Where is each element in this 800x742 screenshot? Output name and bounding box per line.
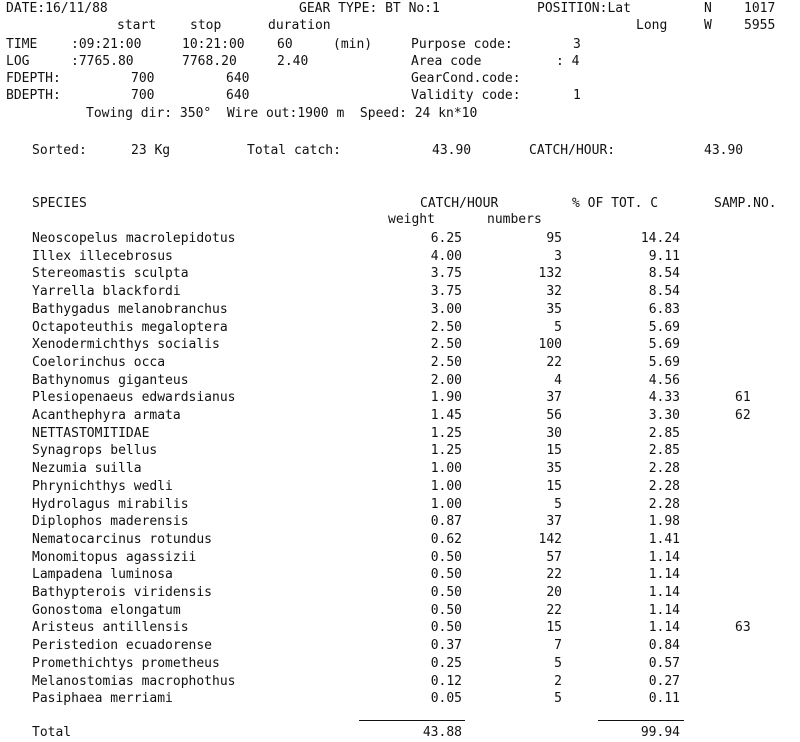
- pct-value: 1.14: [648, 585, 680, 600]
- fdepth-start: 700: [131, 71, 155, 86]
- area-code-value: : 4: [556, 54, 580, 69]
- species-name: Neoscopelus macrolepidotus: [32, 231, 236, 246]
- numbers-value: 15: [546, 620, 562, 635]
- time-start: :09:21:00: [71, 37, 142, 52]
- species-name: Coelorinchus occa: [32, 355, 166, 370]
- pct-value: 3.30: [648, 408, 680, 423]
- numbers-value: 37: [546, 390, 562, 405]
- pct-value: 2.28: [648, 497, 680, 512]
- numbers-value: 22: [546, 603, 562, 618]
- species-name: Bathynomus giganteus: [32, 373, 189, 388]
- lat-value: 1017: [744, 1, 776, 16]
- purpose-code-value: 3: [573, 37, 581, 52]
- pct-value: 1.14: [648, 603, 680, 618]
- species-name: Peristedion ecuadorense: [32, 638, 213, 653]
- weight-value: 1.00: [430, 461, 462, 476]
- pct-value: 1.14: [648, 550, 680, 565]
- pct-value: 4.33: [648, 390, 680, 405]
- position-label: POSITION:Lat: [537, 1, 631, 16]
- weight-value: 1.45: [430, 408, 462, 423]
- species-name: Nematocarcinus rotundus: [32, 532, 213, 547]
- numbers-value: 37: [546, 514, 562, 529]
- time-label: TIME: [6, 37, 38, 52]
- sorted-label: Sorted:: [32, 143, 87, 158]
- pct-value: 0.27: [648, 674, 680, 689]
- catch-hour-header: CATCH/HOUR: [420, 196, 499, 211]
- time-duration: 60: [277, 37, 293, 52]
- species-name: Phrynichthys wedli: [32, 479, 173, 494]
- species-name: Plesiopenaeus edwardsianus: [32, 390, 236, 405]
- total-label: Total: [32, 725, 72, 740]
- samp-no-header: SAMP.NO.: [714, 196, 777, 211]
- species-name: Melanostomias macrophothus: [32, 674, 236, 689]
- pct-value: 5.69: [648, 337, 680, 352]
- weight-value: 2.50: [430, 355, 462, 370]
- pct-value: 14.24: [640, 231, 680, 246]
- species-name: Bathypterois viridensis: [32, 585, 213, 600]
- fdepth-label: FDEPTH:: [6, 71, 61, 86]
- species-name: Pasiphaea merriami: [32, 691, 173, 706]
- numbers-value: 57: [546, 550, 562, 565]
- numbers-value: 15: [546, 479, 562, 494]
- weight-value: 0.25: [430, 656, 462, 671]
- pct-value: 4.56: [648, 373, 680, 388]
- long-value: 5955: [744, 18, 776, 33]
- sorted-value: 23 Kg: [131, 143, 171, 158]
- long-label: Long: [636, 18, 668, 33]
- species-name: Nezumia suilla: [32, 461, 142, 476]
- numbers-value: 2: [554, 674, 562, 689]
- pct-value: 1.98: [648, 514, 680, 529]
- col-stop-header: stop: [190, 18, 222, 33]
- species-name: Promethichtys prometheus: [32, 656, 220, 671]
- species-name: Illex illecebrosus: [32, 249, 173, 264]
- pct-value: 1.14: [648, 620, 680, 635]
- samp-no-value: 63: [735, 620, 751, 635]
- numbers-value: 7: [554, 638, 562, 653]
- numbers-value: 5: [554, 691, 562, 706]
- pct-value: 1.41: [648, 532, 680, 547]
- numbers-value: 142: [538, 532, 562, 547]
- pct-value: 2.85: [648, 443, 680, 458]
- log-start: :7765.80: [71, 54, 134, 69]
- numbers-value: 32: [546, 284, 562, 299]
- samp-no-value: 61: [735, 390, 751, 405]
- catch-hour-value: 43.90: [704, 143, 744, 158]
- pct-value: 8.54: [648, 266, 680, 281]
- numbers-value: 20: [546, 585, 562, 600]
- pct-value: 0.57: [648, 656, 680, 671]
- pct-value: 0.84: [648, 638, 680, 653]
- weight-value: 1.00: [430, 497, 462, 512]
- numbers-value: 35: [546, 461, 562, 476]
- numbers-value: 4: [554, 373, 562, 388]
- weight-value: 0.87: [430, 514, 462, 529]
- weight-value: 3.00: [430, 302, 462, 317]
- weight-value: 1.25: [430, 443, 462, 458]
- gearcond-code-label: GearCond.code:: [411, 71, 521, 86]
- species-name: Diplophos maderensis: [32, 514, 189, 529]
- validity-code-value: 1: [573, 88, 581, 103]
- weight-value: 0.50: [430, 550, 462, 565]
- weight-value: 0.62: [430, 532, 462, 547]
- species-header: SPECIES: [32, 196, 87, 211]
- weight-value: 0.05: [430, 691, 462, 706]
- long-hemisphere: W: [704, 18, 712, 33]
- bdepth-label: BDEPTH:: [6, 88, 61, 103]
- weight-value: 3.75: [430, 284, 462, 299]
- area-code-label: Area code: [411, 54, 482, 69]
- date-label: DATE:16/11/88: [6, 1, 108, 16]
- pct-total-rule: [598, 720, 684, 721]
- pct-value: 8.54: [648, 284, 680, 299]
- towing-info: Towing dir: 350° Wire out:1900 m Speed: 24 kn*10: [86, 106, 478, 121]
- fdepth-stop: 640: [226, 71, 250, 86]
- total-pct: 99.94: [640, 725, 680, 740]
- weight-value: 1.90: [430, 390, 462, 405]
- weight-value: 3.75: [430, 266, 462, 281]
- numbers-header: numbers: [487, 212, 542, 227]
- pct-value: 5.69: [648, 355, 680, 370]
- species-name: Lampadena luminosa: [32, 567, 173, 582]
- weight-value: 0.37: [430, 638, 462, 653]
- pct-value: 0.11: [648, 691, 680, 706]
- species-name: Yarrella blackfordi: [32, 284, 181, 299]
- pct-value: 2.85: [648, 426, 680, 441]
- pct-value: 5.69: [648, 320, 680, 335]
- pct-total-header: % OF TOT. C: [572, 196, 659, 211]
- species-name: Octapoteuthis megaloptera: [32, 320, 228, 335]
- species-name: Aristeus antillensis: [32, 620, 189, 635]
- weight-value: 0.50: [430, 585, 462, 600]
- weight-value: 6.25: [430, 231, 462, 246]
- numbers-value: 22: [546, 355, 562, 370]
- col-start-header: start: [117, 18, 157, 33]
- species-name: Xenodermichthys socialis: [32, 337, 220, 352]
- numbers-value: 3: [554, 249, 562, 264]
- numbers-value: 100: [538, 337, 562, 352]
- pct-value: 6.83: [648, 302, 680, 317]
- log-stop: 7768.20: [182, 54, 237, 69]
- numbers-value: 5: [554, 656, 562, 671]
- total-catch-value: 43.90: [432, 143, 472, 158]
- gear-type: GEAR TYPE: BT No:1: [299, 1, 440, 16]
- numbers-value: 30: [546, 426, 562, 441]
- pct-value: 2.28: [648, 479, 680, 494]
- log-duration: 2.40: [277, 54, 309, 69]
- species-name: Stereomastis sculpta: [32, 266, 189, 281]
- samp-no-value: 62: [735, 408, 751, 423]
- col-duration-header: duration: [268, 18, 331, 33]
- weight-total-rule: [359, 720, 465, 721]
- total-weight: 43.88: [422, 725, 462, 740]
- weight-value: 1.25: [430, 426, 462, 441]
- numbers-value: 132: [538, 266, 562, 281]
- purpose-code-label: Purpose code:: [411, 37, 513, 52]
- weight-value: 0.12: [430, 674, 462, 689]
- total-catch-label: Total catch:: [247, 143, 341, 158]
- validity-code-label: Validity code:: [411, 88, 521, 103]
- numbers-value: 5: [554, 497, 562, 512]
- species-name: Bathygadus melanobranchus: [32, 302, 228, 317]
- species-name: Hydrolagus mirabilis: [32, 497, 189, 512]
- bdepth-stop: 640: [226, 88, 250, 103]
- weight-value: 2.50: [430, 337, 462, 352]
- weight-value: 0.50: [430, 620, 462, 635]
- numbers-value: 56: [546, 408, 562, 423]
- pct-value: 1.14: [648, 567, 680, 582]
- catch-hour-label: CATCH/HOUR:: [529, 143, 616, 158]
- pct-value: 9.11: [648, 249, 680, 264]
- species-name: Monomitopus agassizii: [32, 550, 197, 565]
- species-name: Gonostoma elongatum: [32, 603, 181, 618]
- weight-value: 2.00: [430, 373, 462, 388]
- species-name: NETTASTOMITIDAE: [32, 426, 150, 441]
- numbers-value: 22: [546, 567, 562, 582]
- lat-hemisphere: N: [704, 1, 712, 16]
- numbers-value: 95: [546, 231, 562, 246]
- bdepth-start: 700: [131, 88, 155, 103]
- pct-value: 2.28: [648, 461, 680, 476]
- weight-value: 2.50: [430, 320, 462, 335]
- weight-value: 0.50: [430, 567, 462, 582]
- time-stop: 10:21:00: [182, 37, 245, 52]
- weight-value: 0.50: [430, 603, 462, 618]
- log-label: LOG: [6, 54, 30, 69]
- weight-value: 4.00: [430, 249, 462, 264]
- numbers-value: 35: [546, 302, 562, 317]
- species-name: Synagrops bellus: [32, 443, 158, 458]
- species-name: Acanthephyra armata: [32, 408, 181, 423]
- numbers-value: 15: [546, 443, 562, 458]
- weight-value: 1.00: [430, 479, 462, 494]
- numbers-value: 5: [554, 320, 562, 335]
- weight-header: weight: [388, 212, 435, 227]
- time-unit: (min): [333, 37, 373, 52]
